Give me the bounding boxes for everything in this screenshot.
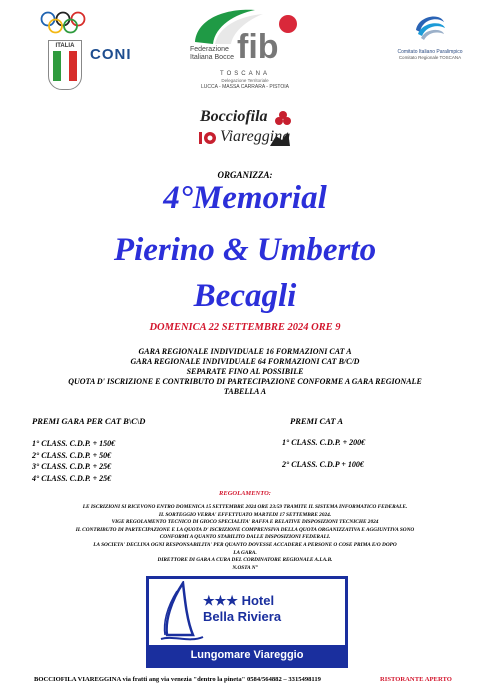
info-line: SEPARATE FINO AL POSSIBILE bbox=[186, 367, 304, 376]
paralympic-swirl-icon bbox=[412, 10, 448, 42]
fib-mark: fib bbox=[237, 28, 279, 66]
coni-name: CONI bbox=[90, 46, 132, 63]
prize-item: 1° CLASS. C.D.P. + 200€ bbox=[282, 438, 366, 447]
coni-country: ITALIA bbox=[55, 43, 75, 49]
cip-logo bbox=[385, 10, 475, 70]
hotel-name2: Bella Riviera bbox=[203, 609, 282, 624]
regolamento-line: LA GARA. bbox=[233, 549, 257, 556]
title-line3: Becagli bbox=[193, 278, 297, 314]
prize-item: 2° CLASS. C.D.P + 100€ bbox=[282, 460, 364, 469]
prize-item: 4° CLASS. C.D.P. + 25€ bbox=[32, 473, 112, 483]
olympic-rings-icon bbox=[40, 10, 90, 36]
regolamento-line: IL SORTEGGIO VERRA' EFFETTUATO MARTEDI 17 SETTEMBRE 2024. bbox=[158, 511, 332, 518]
info-line: GARA REGIONALE INDIVIDUALE 64 FORMAZIONI CAT B/C/D bbox=[130, 357, 360, 366]
flower-icon bbox=[274, 110, 292, 128]
footer-ristorante: RISTORANTE APERTO bbox=[380, 676, 452, 683]
cip-line2: Comitato Regionale TOSCANA bbox=[398, 55, 462, 60]
italia-shield bbox=[48, 40, 82, 90]
prizes-bcd-list bbox=[32, 438, 115, 484]
prize-item: 3° CLASS. C.D.P. + 25€ bbox=[32, 462, 112, 471]
info-line: QUOTA D' ISCRIZIONE E CONTRIBUTO DI PARTECIPAZIONE CONFORME A GARA REGIONALE bbox=[68, 377, 422, 386]
prize-item: 1° CLASS. C.D.P. + 150€ bbox=[32, 439, 116, 448]
bocciofila-line1: Bocciofila bbox=[200, 108, 268, 125]
regolamento-line: N.OSTA N° bbox=[232, 564, 258, 571]
fib-delegation: Delegazione Territoriale bbox=[221, 78, 269, 83]
regolamento-line: DIRETTORE DI GARA A CURA DEL CORDINATORE REGIONALE A.I.A.B. bbox=[157, 557, 333, 564]
boule-icon bbox=[198, 130, 220, 146]
regolamento-line: LA SOCIETA' DECLINA OGNI RESPONSABILITA' PER QUANTO DOVESSE ACCADERE A PERSONE O COSE PRIMA E/O DOPO bbox=[93, 541, 397, 548]
hotel-advert bbox=[146, 576, 348, 668]
footer-contact: BOCCIOFILA VIAREGGINA via fratti ang via venezia "dentro la pineta" 0584/564882 – 3315498119 bbox=[34, 676, 321, 683]
prizes-bcd-header: PREMI GARA PER CAT B\C\D bbox=[32, 416, 146, 426]
hotel-name1: Hotel bbox=[241, 593, 275, 608]
regolamento-line: IL CONTRIBUTO DI PARTECIPAZIONE E LA QUOTA D' ISCRIZIONE COMPRENSIVA DELLA QUOTA ORGANIZZATIVA E AGGIUNTIVA SONO bbox=[75, 526, 415, 533]
mascot-icon bbox=[268, 130, 292, 148]
title-line2: Pierino & Umberto bbox=[113, 232, 377, 268]
regolamento-header: REGOLAMENTO: bbox=[219, 490, 271, 497]
fib-federation: Federazione Italiana Bocce bbox=[190, 46, 234, 61]
regolamento-line: CONFORMI A QUANTO STABILITO DALLE DISPOSIZIONI FEDERALI. bbox=[159, 534, 331, 541]
organizza-label: ORGANIZZA: bbox=[217, 170, 273, 180]
prizes-a-header: PREMI CAT A bbox=[290, 416, 344, 426]
sailboat-icon bbox=[153, 581, 209, 643]
regolamento-line: LE ISCRIZIONI SI RICEVONO ENTRO DOMENICA 15 SETTEMBRE 2024 ORE 23:59 TRAMITE IL SISTEMA INFORMATICO FEDERALE. bbox=[82, 504, 408, 510]
event-date: DOMENICA 22 SETTEMBRE 2024 ORE 9 bbox=[149, 322, 341, 333]
regolamento-text bbox=[0, 504, 490, 572]
coni-logo bbox=[40, 10, 150, 90]
bocciofila-logo bbox=[196, 108, 292, 156]
hotel-stars: ★★★ bbox=[203, 593, 238, 608]
fib-cities: LUCCA - MASSA CARRARA - PISTOIA bbox=[201, 84, 289, 90]
regolamento-line: VIGE REGOLAMENTO TECNICO DI GIOCO SPECIALITA' RAFFA E RELATIVE DISPOSIZIONI TECNICHE 2024 bbox=[111, 519, 379, 526]
cip-line1: Comitato Italiano Paralimpico bbox=[397, 49, 463, 55]
info-line: TABELLA A bbox=[223, 387, 267, 396]
info-block bbox=[0, 347, 490, 397]
fib-logo bbox=[185, 4, 305, 90]
prize-item: 2° CLASS. C.D.P. + 50€ bbox=[32, 450, 112, 460]
bocciofila-line2: Viareggina bbox=[220, 128, 291, 145]
fib-region: TOSCANA bbox=[220, 71, 270, 77]
info-line: GARA REGIONALE INDIVIDUALE 16 FORMAZIONI CAT A bbox=[138, 347, 352, 356]
title-line1: 4°Memorial bbox=[163, 180, 327, 216]
hotel-footer: Lungomare Viareggio bbox=[149, 645, 345, 665]
